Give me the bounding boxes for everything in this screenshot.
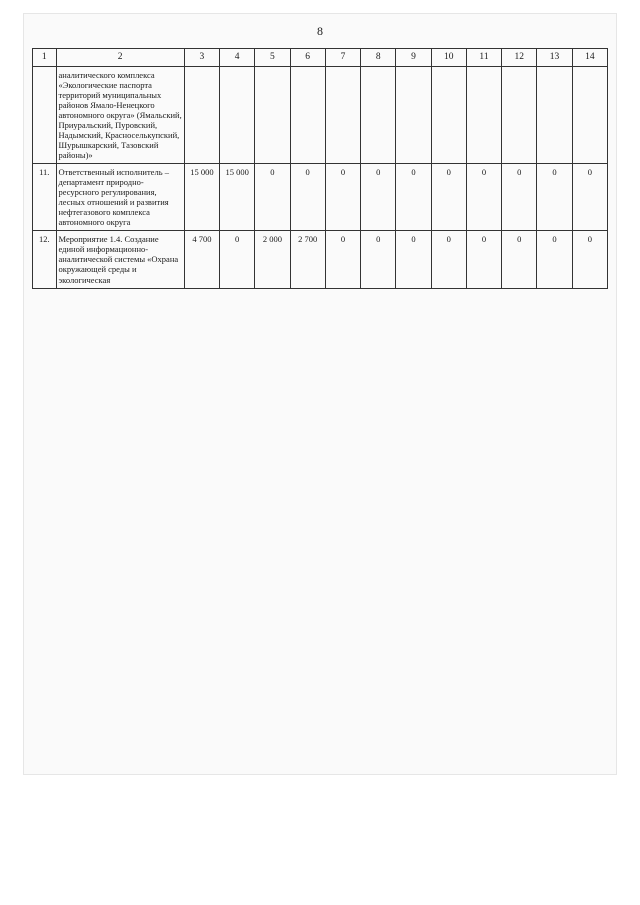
row-index: 11. — [33, 164, 57, 231]
row-index — [33, 67, 57, 164]
value-cell — [290, 67, 325, 164]
value-cell: 0 — [572, 231, 607, 288]
value-cell: 0 — [290, 164, 325, 231]
column-header: 11 — [466, 49, 501, 67]
column-header: 8 — [361, 49, 396, 67]
value-cell — [537, 67, 572, 164]
value-cell — [325, 67, 360, 164]
data-table — [32, 48, 608, 289]
value-cell: 0 — [325, 164, 360, 231]
column-header: 3 — [184, 49, 219, 67]
value-cell: 0 — [361, 231, 396, 288]
value-cell: 2 700 — [290, 231, 325, 288]
value-cell: 0 — [537, 231, 572, 288]
value-cell — [431, 67, 466, 164]
column-header: 9 — [396, 49, 431, 67]
page-number: 8 — [317, 24, 323, 38]
table-row — [33, 231, 608, 288]
value-cell: 0 — [537, 164, 572, 231]
document-page — [24, 14, 616, 774]
column-header: 5 — [255, 49, 290, 67]
value-cell: 0 — [431, 164, 466, 231]
value-cell — [184, 67, 219, 164]
value-cell — [220, 67, 255, 164]
row-index: 12. — [33, 231, 57, 288]
column-header: 4 — [220, 49, 255, 67]
value-cell: 0 — [466, 164, 501, 231]
value-cell — [572, 67, 607, 164]
value-cell: 0 — [502, 231, 537, 288]
value-cell: 15 000 — [220, 164, 255, 231]
row-description: аналитического комплекса «Экологические паспорта территорий муниципальных районов Ямало-Ненецкого автономного округа» (Ямальский, Приуральский, Пуровский, Надымский, Красноселькупский, Шурышкарский, Тазовский районы)» — [56, 67, 184, 164]
row-description: Ответственный исполнитель – департамент природно-ресурсного регулирования, лесных отношений и развития нефтегазового комплекса автономного округа — [56, 164, 184, 231]
value-cell: 0 — [431, 231, 466, 288]
value-cell — [255, 67, 290, 164]
value-cell: 0 — [466, 231, 501, 288]
column-header: 13 — [537, 49, 572, 67]
column-number-row — [33, 49, 608, 67]
value-cell — [466, 67, 501, 164]
value-cell: 2 000 — [255, 231, 290, 288]
value-cell — [361, 67, 396, 164]
column-header: 10 — [431, 49, 466, 67]
value-cell: 0 — [255, 164, 290, 231]
value-cell — [396, 67, 431, 164]
column-header: 7 — [325, 49, 360, 67]
value-cell: 0 — [325, 231, 360, 288]
value-cell: 0 — [361, 164, 396, 231]
value-cell: 15 000 — [184, 164, 219, 231]
column-header: 12 — [502, 49, 537, 67]
column-header: 6 — [290, 49, 325, 67]
value-cell — [502, 67, 537, 164]
value-cell: 0 — [396, 164, 431, 231]
value-cell: 0 — [220, 231, 255, 288]
column-header: 2 — [56, 49, 184, 67]
value-cell: 0 — [502, 164, 537, 231]
row-description: Мероприятие 1.4. Создание единой информационно-аналитической системы «Охрана окружающей среды и экологическая — [56, 231, 184, 288]
value-cell: 0 — [572, 164, 607, 231]
table-row — [33, 67, 608, 164]
table-row — [33, 164, 608, 231]
value-cell: 4 700 — [184, 231, 219, 288]
column-header: 14 — [572, 49, 607, 67]
value-cell: 0 — [396, 231, 431, 288]
column-header: 1 — [33, 49, 57, 67]
